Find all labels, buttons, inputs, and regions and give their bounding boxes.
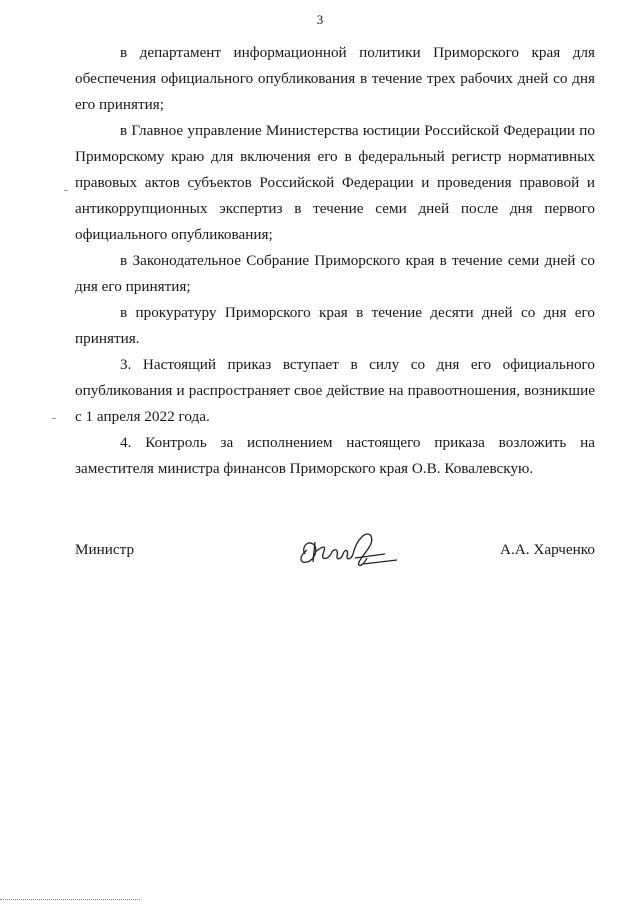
signatory-name: А.А. Харченко (500, 541, 595, 558)
paragraph-justice-ministry: в Главное управление Министерства юстиции Российской Федерации по Приморскому краю для включения его в федеральный регистр нормативных правовых актов субъектов Российской Федерации и проведения правовой и антикоррупционных экспертиз в течение семи дней после дня первого официального опубликования; (75, 122, 595, 243)
handwritten-signature (293, 528, 403, 572)
paragraph-item-3: 3. Настоящий приказ вступает в силу со дня его официального опубликования и распространяет свое действие на правоотношения, возникшие с 1 апреля 2022 года. (75, 356, 595, 425)
signatory-title: Министр (75, 541, 135, 558)
document-body (75, 40, 595, 482)
page-number: 3 (316, 12, 324, 27)
paragraph-legislative-assembly: в Законодательное Собрание Приморского края в течение семи дней со дня его принятия; (75, 252, 595, 295)
paragraph-item-4: 4. Контроль за исполнением настоящего приказа возложить на заместителя министра финансов Приморского края О.В. Ковалевскую. (75, 434, 595, 477)
paragraph-prosecutor: в прокуратуру Приморского края в течение десяти дней со дня его принятия. (75, 304, 595, 347)
margin-mark (52, 418, 56, 419)
paragraph-info-policy-dept: в департамент информационной политики Приморского края для обеспечения официального опубликования в течение трех рабочих дней со дня его принятия; (75, 44, 595, 113)
margin-mark (64, 190, 68, 191)
signature-block (75, 536, 595, 576)
bottom-rule (0, 899, 140, 901)
